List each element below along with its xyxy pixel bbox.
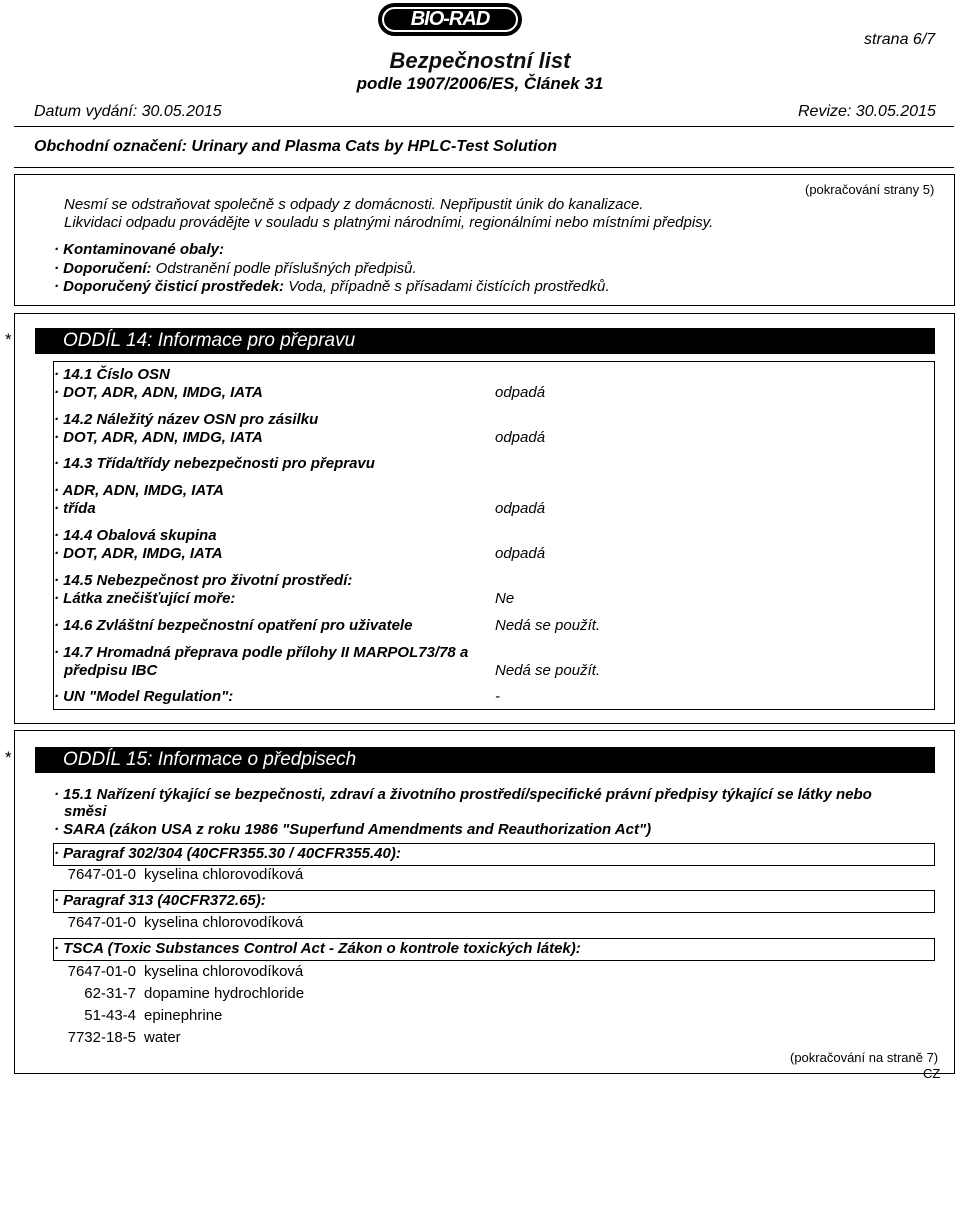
continuation-to: (pokračování na straně 7): [790, 1050, 939, 1065]
cleaner-label: · Doporučený čisticí prostředek:: [54, 278, 285, 295]
tsca-chemical-4: water: [144, 1029, 181, 1046]
tsca-chemical-3: epinephrine: [144, 1007, 223, 1024]
tsca-chemical-2: dopamine hydrochloride: [144, 985, 305, 1002]
document-title: Bezpečnostní list: [389, 48, 571, 73]
recommendation-value: Odstranění podle příslušných předpisů.: [155, 260, 417, 277]
continuation-from: (pokračování strany 5): [805, 182, 935, 197]
shipping-name-value: odpadá: [495, 429, 546, 446]
env-hazard-label: · 14.5 Nebezpečnost pro životní prostředí:: [54, 572, 353, 589]
tsca-cas-2: 62-31-7: [84, 985, 136, 1002]
bulk-label-1: · 14.7 Hromadná přeprava podle přílohy II MARPOL73/78 a: [54, 644, 469, 661]
bulk-label-2: předpisu IBC: [64, 662, 158, 679]
class-value: odpadá: [495, 500, 546, 517]
revision-date: Revize: 30.05.2015: [798, 103, 936, 120]
recommendation-row: [54, 260, 417, 277]
marine-pollutant-value: Ne: [495, 590, 515, 607]
document-subtitle: podle 1907/2006/ES, Článek 31: [356, 74, 604, 93]
cleaner-value: Voda, případně s přísadami čistících prostředků.: [288, 278, 610, 295]
section14-marker: *: [5, 330, 12, 349]
sara-label: · SARA (zákon USA z roku 1986 "Superfund Amendments and Reauthorization Act"): [54, 821, 652, 838]
language-code: CZ: [923, 1066, 941, 1081]
header-divider: [14, 126, 954, 127]
un-number-label: · 14.1 Číslo OSN: [54, 366, 170, 383]
para302-label: · Paragraf 302/304 (40CFR355.30 / 40CFR355.40):: [54, 845, 401, 862]
trade-divider: [14, 167, 954, 168]
section14-heading: ODDÍL 14: Informace pro přepravu: [63, 330, 356, 351]
regulation-line-1: · 15.1 Nařízení týkající se bezpečnosti, zdraví a životního prostředí/specifické právní předpisy týkající se látky nebo: [54, 786, 872, 803]
section14-heading-bar: [35, 328, 935, 354]
para313-chemical: kyselina chlorovodíková: [144, 914, 304, 931]
para302-cas: 7647-01-0: [67, 866, 136, 883]
regulation-line-2: směsi: [64, 803, 107, 820]
hazard-class-label: · 14.3 Třída/třídy nebezpečnosti pro přepravu: [54, 455, 375, 472]
disposal-line-2: Likvidaci odpadu provádějte v souladu s platnými národními, regionálními nebo místními předpisy.: [64, 214, 714, 231]
tsca-cas-4: 7732-18-5: [67, 1029, 136, 1046]
issue-date: Datum vydání: 30.05.2015: [34, 103, 222, 120]
class-label: · třída: [54, 500, 96, 517]
un-number-value: odpadá: [495, 384, 546, 401]
precautions-label: · 14.6 Zvláštní bezpečnostní opatření pro uživatele: [54, 617, 413, 634]
un-number-modes: · DOT, ADR, ADN, IMDG, IATA: [54, 384, 263, 401]
disposal-line-1: Nesmí se odstraňovat společně s odpady z domácnosti. Nepřipustit únik do kanalizace.: [64, 196, 644, 213]
section15-heading-bar: [35, 747, 935, 773]
tsca-cas-3: 51-43-4: [84, 1007, 136, 1024]
shipping-name-modes: · DOT, ADR, ADN, IMDG, IATA: [54, 429, 263, 446]
cleaner-row: [54, 278, 610, 295]
tsca-cas-1: 7647-01-0: [67, 963, 136, 980]
para302-chemical: kyselina chlorovodíková: [144, 866, 304, 883]
marine-pollutant-label: · Látka znečišťující moře:: [54, 590, 236, 607]
shipping-name-label: · 14.2 Náležitý název OSN pro zásilku: [54, 411, 319, 428]
section15-heading: ODDÍL 15: Informace o předpisech: [63, 749, 357, 770]
tsca-label: · TSCA (Toxic Substances Control Act - Zákon o kontrole toxických látek):: [54, 940, 581, 957]
page-number: strana 6/7: [864, 31, 936, 48]
logo-text: BIO-RAD: [410, 8, 490, 30]
packing-group-label: · 14.4 Obalová skupina: [54, 527, 217, 544]
para313-cas: 7647-01-0: [67, 914, 136, 931]
hazard-class-modes: · ADR, ADN, IMDG, IATA: [54, 482, 224, 499]
packing-group-value: odpadá: [495, 545, 546, 562]
packaging-label: · Kontaminované obaly:: [54, 241, 225, 258]
trade-name: Obchodní označení: Urinary and Plasma Cats by HPLC-Test Solution: [34, 138, 558, 155]
recommendation-label: · Doporučení:: [54, 260, 152, 277]
packing-group-modes: · DOT, ADR, IMDG, IATA: [54, 545, 223, 562]
bio-rad-logo: [378, 3, 522, 36]
precautions-value: Nedá se použít.: [495, 617, 601, 634]
tsca-chemical-1: kyselina chlorovodíková: [144, 963, 304, 980]
para313-label: · Paragraf 313 (40CFR372.65):: [54, 892, 266, 909]
model-regulation-label: · UN "Model Regulation":: [54, 688, 234, 705]
section15-marker: *: [5, 748, 12, 767]
bulk-value: Nedá se použít.: [495, 662, 601, 679]
model-regulation-value: -: [495, 688, 500, 705]
